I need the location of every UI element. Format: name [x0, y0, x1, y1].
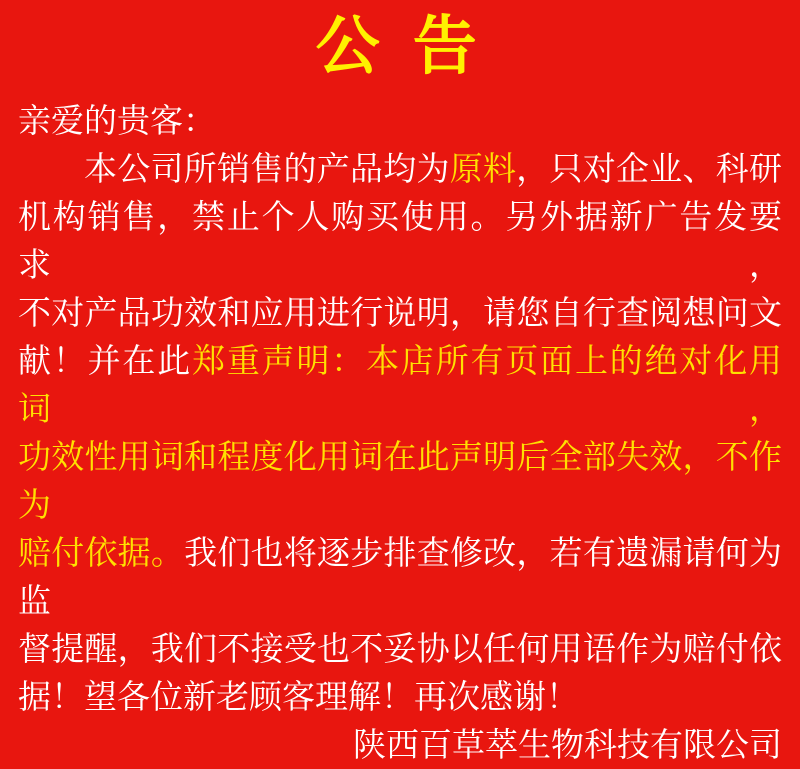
notice-line — [18, 97, 782, 145]
notice-line — [18, 145, 782, 193]
page-title: 公 告 — [315, 10, 485, 82]
notice-body — [0, 97, 800, 721]
text-segment: 机构销售，禁止个人购买使用。另外据新广告发要求， — [18, 198, 782, 284]
notice-line — [18, 337, 782, 433]
text-segment: 亲爱的贵客： — [18, 102, 216, 140]
notice-line — [18, 193, 782, 289]
notice-line — [18, 433, 782, 529]
text-segment: 功效性用词和程度化用词在此声明后全部失效，不作为 — [18, 438, 782, 524]
text-segment: 郑重声明：本店所有页面上的绝对化用词， — [18, 342, 783, 428]
notice-line — [18, 289, 782, 337]
notice-line — [18, 673, 782, 721]
text-segment: ，只对企业、科研 — [516, 150, 782, 188]
text-segment: 我们也将逐步排查修改，若有遗漏请何为监 — [18, 534, 783, 620]
text-segment: 原料 — [449, 150, 517, 188]
text-segment: 献！并在此 — [18, 342, 193, 380]
text-segment: 本公司所销售的产品均为 — [84, 150, 450, 188]
text-segment: 赔付依据。 — [18, 534, 185, 572]
company-signature: 陕西百草萃生物科技有限公司 — [353, 726, 782, 764]
notice-line — [18, 529, 782, 625]
text-segment: 督提醒，我们不接受也不妥协以任何用语作为赔付依 — [18, 630, 782, 668]
text-segment: 据！望各位新老顾客理解！再次感谢！ — [18, 678, 579, 716]
notice-line — [18, 625, 782, 673]
text-segment: 不对产品功效和应用进行说明，请您自行查阅想问文 — [18, 294, 782, 332]
